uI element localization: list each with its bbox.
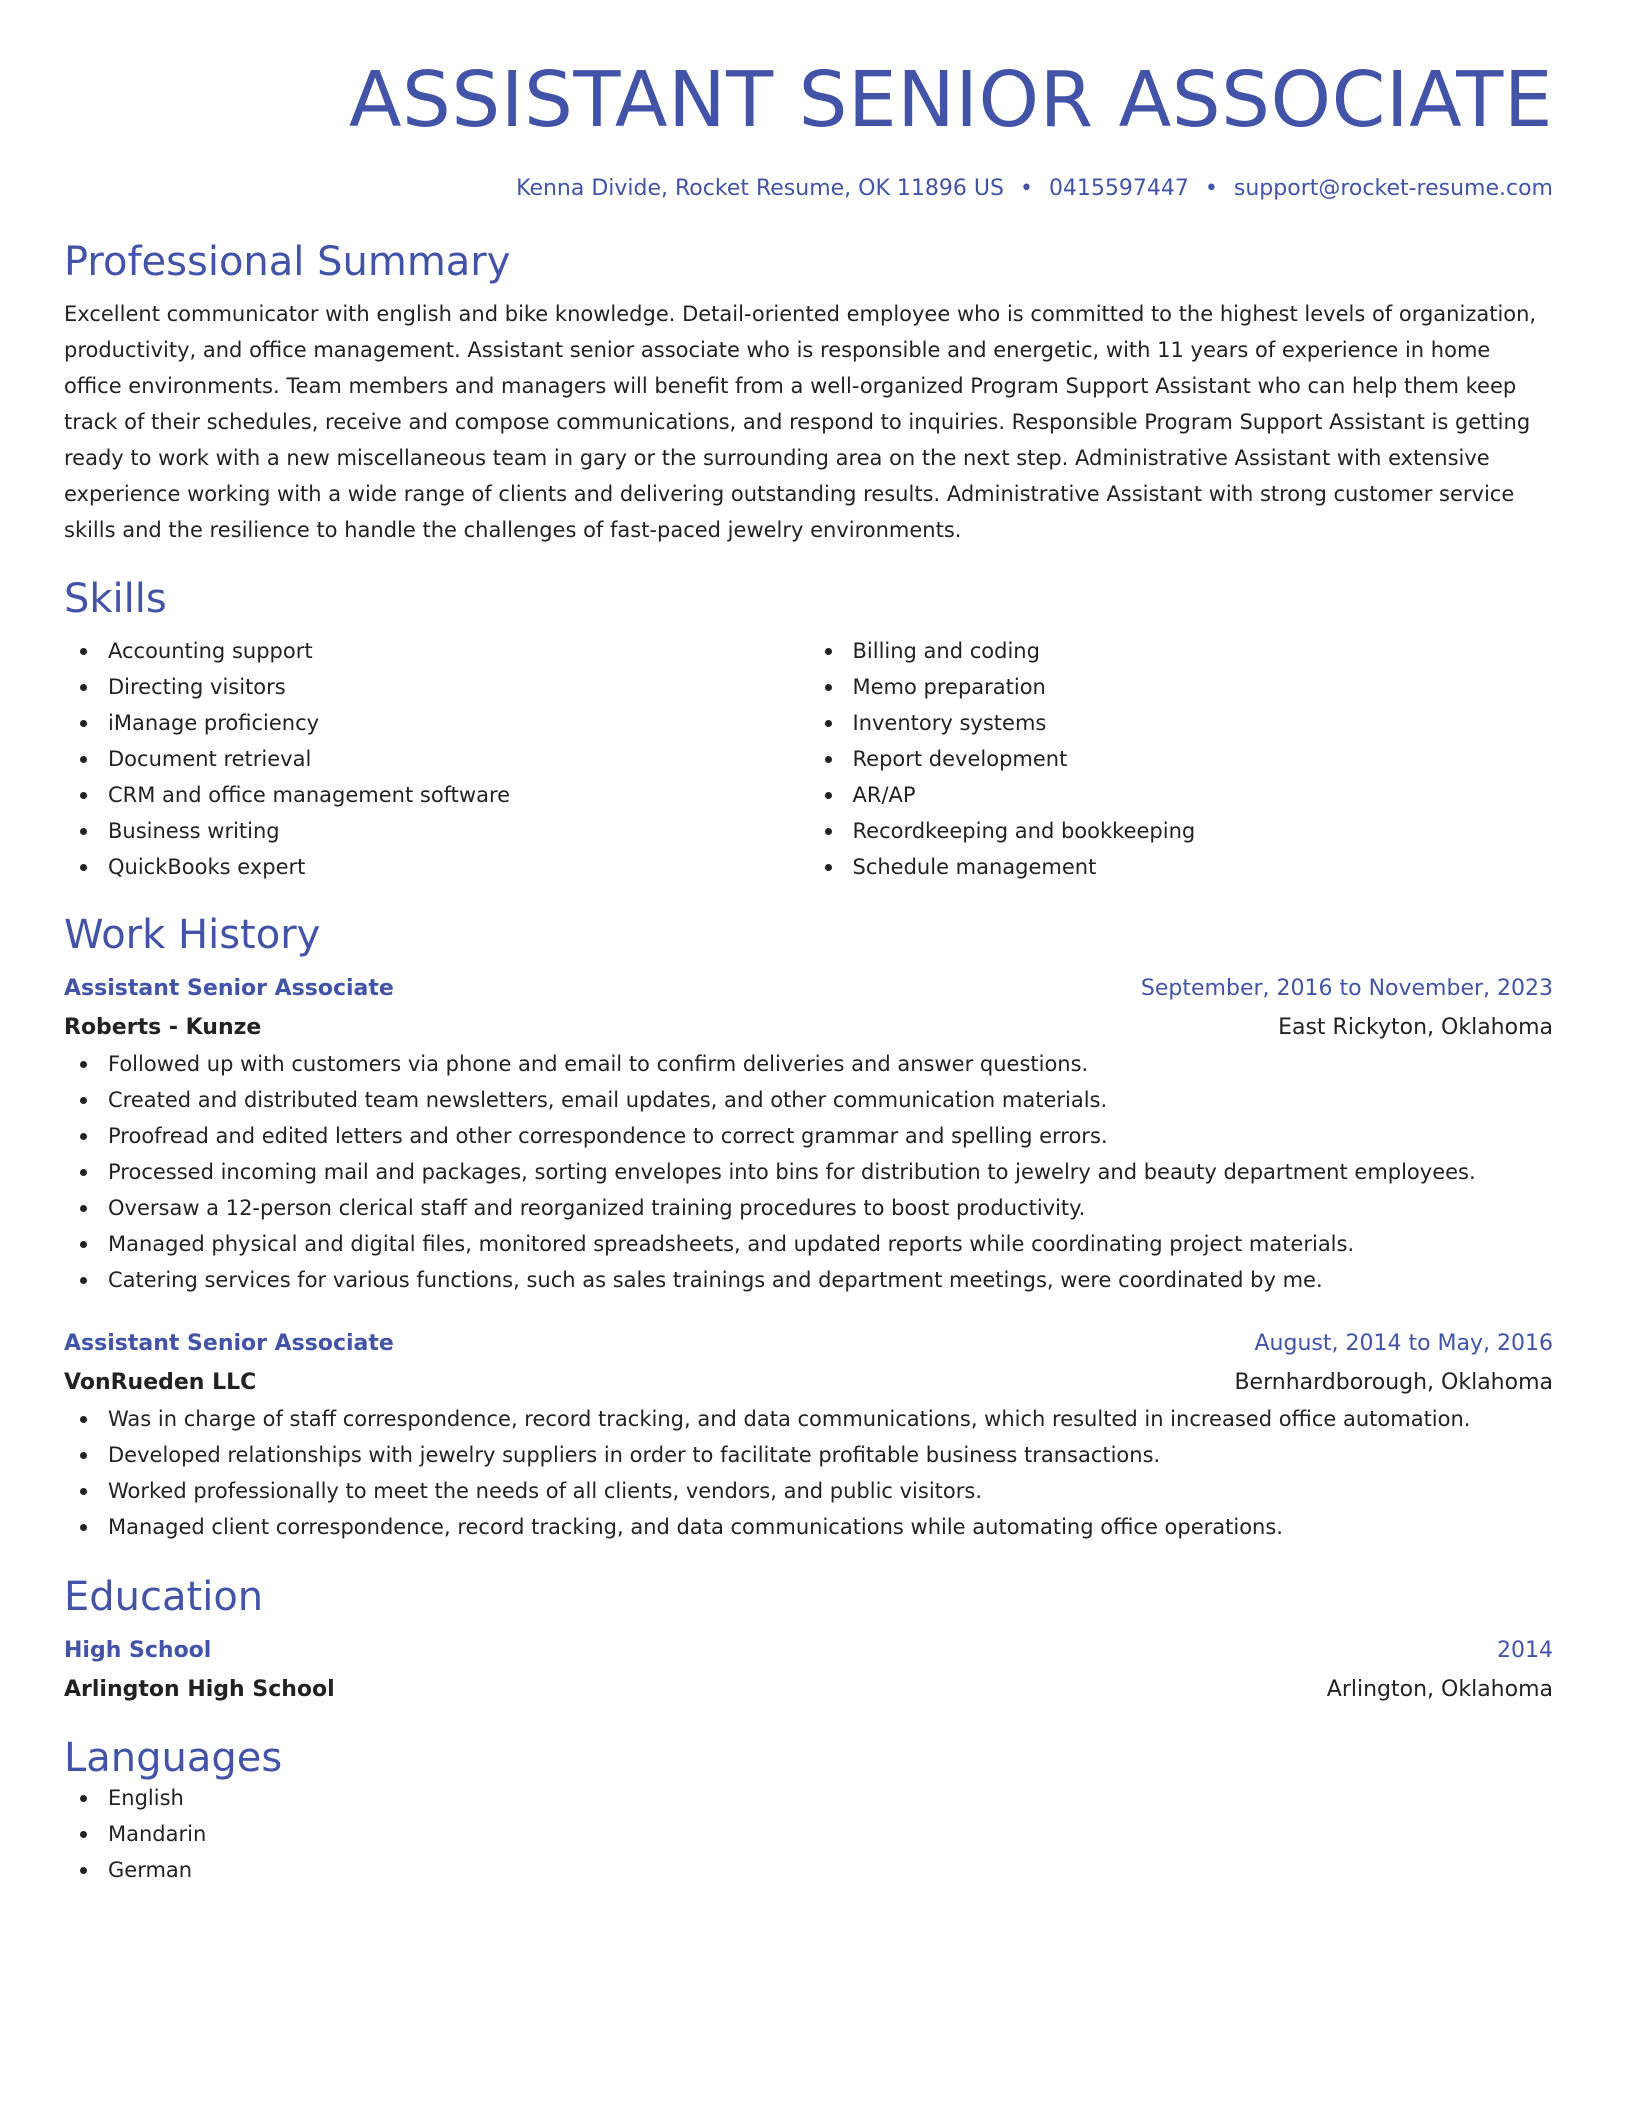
resume-title: ASSISTANT SENIOR ASSOCIATE <box>348 56 1553 145</box>
contact-separator: • <box>1019 176 1033 201</box>
education-school: Arlington High School <box>64 1677 335 1703</box>
job-location: East Rickyton, Oklahoma <box>1278 1015 1553 1041</box>
languages-heading: Languages <box>64 1735 283 1782</box>
skill-item: QuickBooks expert <box>64 849 809 885</box>
job-bullet: Developed relationships with jewelry suppliers in order to facilitate profitable business transactions. <box>64 1437 1553 1473</box>
job-header-row <box>64 1326 1553 1362</box>
job-bullet-list <box>64 1046 1553 1298</box>
skill-item: Memo preparation <box>809 669 1554 705</box>
job-company-row <box>64 1362 1553 1401</box>
education-heading: Education <box>64 1574 264 1621</box>
education-header-row <box>64 1633 1553 1669</box>
job-company: VonRueden LLC <box>64 1370 257 1396</box>
job-role: Assistant Senior Associate <box>64 1331 394 1357</box>
job-company-row <box>64 1007 1553 1046</box>
skills-column-right <box>809 633 1554 885</box>
job-bullet: Managed client correspondence, record tracking, and data communications while automating office operations. <box>64 1509 1553 1545</box>
skill-item: AR/AP <box>809 777 1554 813</box>
job-header-row <box>64 971 1553 1007</box>
job-entry <box>64 1326 1553 1545</box>
language-item: Mandarin <box>64 1816 1553 1852</box>
job-dates: August, 2014 to May, 2016 <box>1254 1331 1553 1357</box>
summary-heading: Professional Summary <box>64 239 511 286</box>
job-bullet: Proofread and edited letters and other correspondence to correct grammar and spelling errors. <box>64 1118 1553 1154</box>
job-bullet: Processed incoming mail and packages, sorting envelopes into bins for distribution to jewelry and beauty department employees. <box>64 1154 1553 1190</box>
education-entry <box>64 1633 1553 1708</box>
contact-phone: 0415597447 <box>1048 176 1189 201</box>
skill-item: Document retrieval <box>64 741 809 777</box>
job-bullet: Created and distributed team newsletters, email updates, and other communication materials. <box>64 1082 1553 1118</box>
skills-grid <box>64 633 1553 885</box>
skill-item: CRM and office management software <box>64 777 809 813</box>
contact-address: Kenna Divide, Rocket Resume, OK 11896 US <box>516 176 1004 201</box>
job-bullet: Worked professionally to meet the needs of all clients, vendors, and public visitors. <box>64 1473 1553 1509</box>
languages-list <box>64 1780 1553 1888</box>
job-company: Roberts - Kunze <box>64 1015 262 1041</box>
job-bullet: Was in charge of staff correspondence, record tracking, and data communications, which resulted in increased office automation. <box>64 1401 1553 1437</box>
job-bullet-list <box>64 1401 1553 1545</box>
skills-heading: Skills <box>64 576 167 623</box>
skill-item: iManage proficiency <box>64 705 809 741</box>
language-item: English <box>64 1780 1553 1816</box>
language-item: German <box>64 1852 1553 1888</box>
job-entry <box>64 971 1553 1298</box>
skill-item: Billing and coding <box>809 633 1554 669</box>
education-degree: High School <box>64 1638 212 1664</box>
skill-item: Recordkeeping and bookkeeping <box>809 813 1554 849</box>
education-school-row <box>64 1669 1553 1708</box>
education-year: 2014 <box>1497 1638 1553 1664</box>
contact-separator: • <box>1204 176 1218 201</box>
job-bullet: Managed physical and digital files, monitored spreadsheets, and updated reports while coordinating project materials. <box>64 1226 1553 1262</box>
skill-item: Directing visitors <box>64 669 809 705</box>
job-bullet: Catering services for various functions, such as sales trainings and department meetings, were coordinated by me. <box>64 1262 1553 1298</box>
skill-item: Accounting support <box>64 633 809 669</box>
contact-line <box>64 176 1553 202</box>
contact-email: support@rocket-resume.com <box>1233 176 1553 201</box>
skill-item: Inventory systems <box>809 705 1554 741</box>
job-dates: September, 2016 to November, 2023 <box>1140 976 1553 1002</box>
skill-item: Schedule management <box>809 849 1554 885</box>
job-bullet: Oversaw a 12-person clerical staff and reorganized training procedures to boost productivity. <box>64 1190 1553 1226</box>
skills-column-left <box>64 633 809 885</box>
job-bullet: Followed up with customers via phone and email to confirm deliveries and answer questions. <box>64 1046 1553 1082</box>
work-heading: Work History <box>64 912 321 959</box>
education-location: Arlington, Oklahoma <box>1326 1677 1553 1703</box>
summary-text: Excellent communicator with english and bike knowledge. Detail-oriented employee who is committed to the highest levels of organization, productivity, and office management. Assistant senior associate who is responsible and energetic, with 11 years of experience in home office environments. Team members and managers will benefit from a well-organized Program Support Assistant who can help them keep track of their schedules, receive and compose communications, and respond to inquiries. Responsible Program Support Assistant is getting ready to work with a new miscellaneous team in gary or the surrounding area on the next step. Administrative Assistant with extensive experience working with a wide range of clients and delivering outstanding results. Administrative Assistant with strong customer service skills and the resilience to handle the challenges of fast-paced jewelry environments. <box>64 302 1537 543</box>
job-role: Assistant Senior Associate <box>64 976 394 1002</box>
job-location: Bernhardborough, Oklahoma <box>1234 1370 1553 1396</box>
skill-item: Report development <box>809 741 1554 777</box>
skill-item: Business writing <box>64 813 809 849</box>
